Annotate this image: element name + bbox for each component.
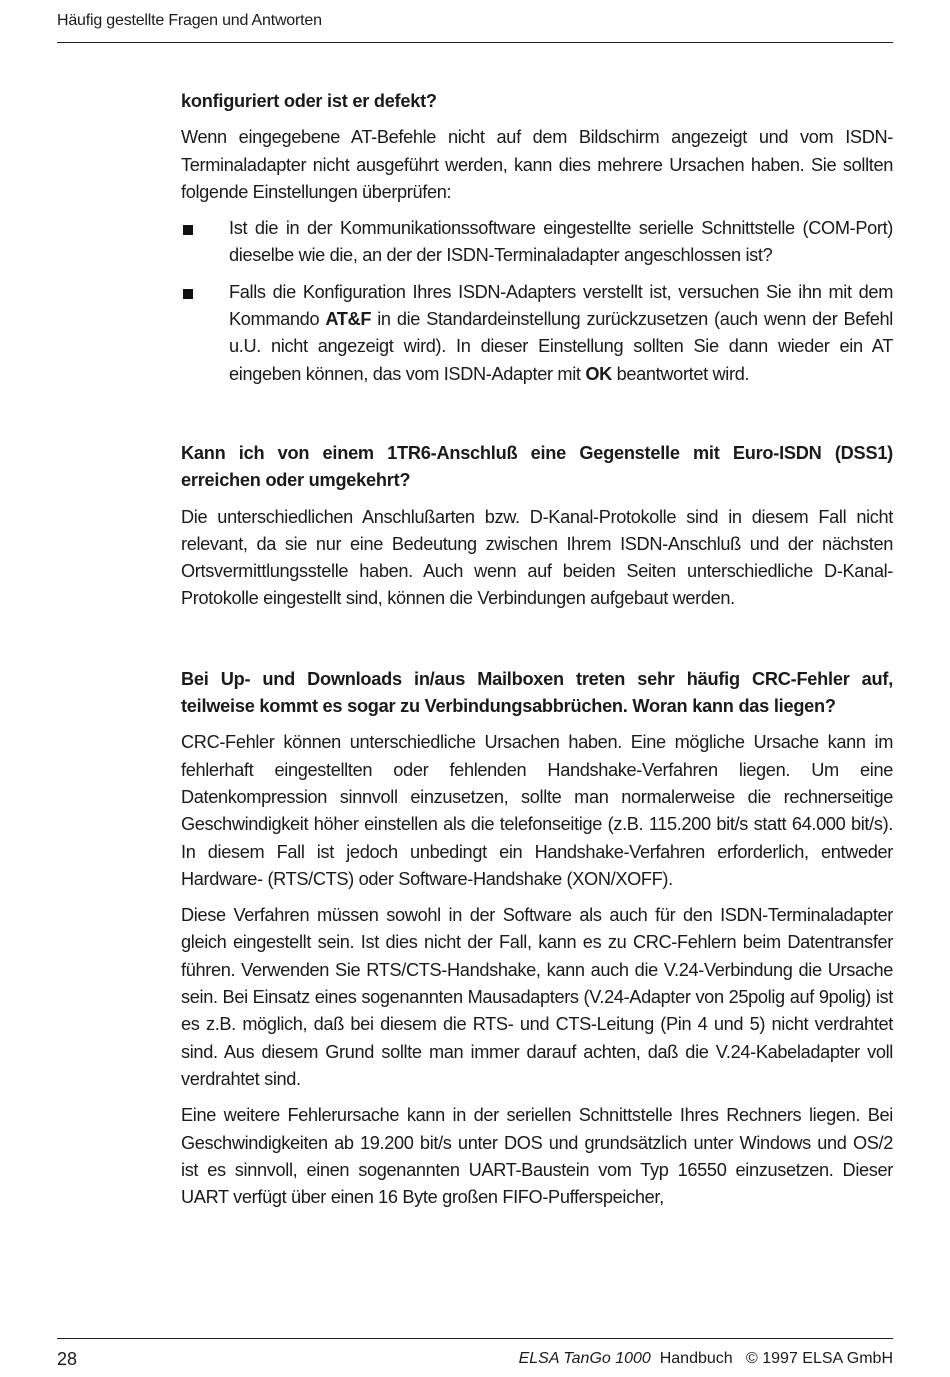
question-heading-1: konfiguriert oder ist er defekt? bbox=[181, 91, 437, 111]
footer-copyright: © 1997 ELSA GmbH bbox=[746, 1350, 893, 1367]
list-item-text-part3: beantwortet wird. bbox=[611, 363, 750, 384]
list-item bbox=[181, 215, 893, 270]
paragraph-intro: Wenn eingegebene AT-Befehle nicht auf dem Bildschirm angezeigt und vom ISDN-Terminaladapter nicht ausgeführt werden, kann dies mehrere Ursachen haben. Sie sollten folgende Einstellungen überprüfen: bbox=[181, 127, 893, 202]
footer-manual: Handbuch bbox=[659, 1350, 733, 1367]
page-content bbox=[181, 88, 893, 1211]
paragraph-crc-3: Eine weitere Fehlerursache kann in der seriellen Schnittstelle Ihres Rechners liegen. Bei Geschwindigkeiten ab 19.200 bit/s unter DOS und grundsätzlich unter Windows und OS/2 ist es sinnvoll, einen sogenannten UART-Baustein vom Typ 16550 einzusetzen. Dieser UART verfügt über einen 16 Byte großen FIFO-Pufferspeicher, bbox=[181, 1105, 893, 1208]
page-number: 28 bbox=[57, 1349, 78, 1369]
list-item bbox=[181, 279, 893, 388]
running-footer bbox=[57, 1338, 893, 1372]
paragraph-crc-1: CRC-Fehler können unterschiedliche Ursachen haben. Eine mögliche Ursache kann im fehlerhaft eingestellten oder fehlenden Handshake-Verfahren liegen. Um eine Datenkompression sinnvoll einzusetzen, sollte man normalerweise die rechnerseitige Geschwindigkeit höher einstellen als die telefonseitige (z.B. 115.200 bit/s statt 64.000 bit/s). In diesem Fall ist jedoch unbedingt ein Handshake-Verfahren erforderlich, entweder Hardware- (RTS/CTS) oder Software-Handshake (XON/XOFF). bbox=[181, 732, 893, 889]
list-item-text: Ist die in der Kommunikationssoftware eingestellte serielle Schnittstelle (COM-Port) dieselbe wie die, an der der ISDN-Terminaladapter angeschlossen ist? bbox=[229, 218, 893, 266]
list-item-text-part2: in die Standardeinstellung zurückzusetzen (auch wenn der Befehl u.U. nicht angezeigt wird). In dieser Einstellung sollten Sie dann wieder ein AT eingeben können, das vom ISDN-Adapter mit bbox=[229, 309, 894, 384]
command-atf: AT&F bbox=[325, 309, 372, 330]
question-heading-2: Kann ich von einem 1TR6-Anschluß eine Gegenstelle mit Euro-ISDN (DSS1) erreichen oder umgekehrt? bbox=[181, 442, 893, 491]
footer-product: ELSA TanGo 1000 bbox=[518, 1350, 651, 1367]
question-heading-3: Bei Up- und Downloads in/aus Mailboxen treten sehr häufig CRC-Fehler auf, teilweise kommt es sogar zu Verbindungsabbrüchen. Woran kann das liegen? bbox=[181, 668, 893, 717]
square-bullet-icon bbox=[183, 225, 193, 235]
paragraph-answer-2: Die unterschiedlichen Anschlußarten bzw. D-Kanal-Protokolle sind in diesem Fall nicht relevant, da sie nur eine Bedeutung zwischen Ihrem ISDN-Anschluß und der nächsten Ortsvermittlungsstelle haben. Auch wenn auf beiden Seiten unterschiedliche D-Kanal-Protokolle eingestellt sind, können die Verbindungen aufgebaut werden. bbox=[181, 506, 893, 609]
paragraph-crc-2: Diese Verfahren müssen sowohl in der Software als auch für den ISDN-Terminaladapter gleich eingestellt sein. Ist dies nicht der Fall, kann es zu CRC-Fehlern beim Datentransfer führen. Verwenden Sie RTS/CTS-Handshake, kann auch die V.24-Verbindung die Ursache sein. Bei Einsatz eines sogenannten Mausadapters (V.24-Adapter von 25polig auf 9polig) ist es z.B. möglich, daß bei diesem die RTS- und CTS-Leitung (Pin 4 und 5) nicht verdrahtet sind. Aus diesem Grund sollte man immer darauf achten, daß die V.24-Kabeladapter voll verdrahtet sind. bbox=[181, 905, 893, 1089]
command-ok: OK bbox=[585, 363, 612, 384]
running-header bbox=[57, 12, 893, 43]
square-bullet-icon bbox=[183, 289, 193, 299]
footer-imprint bbox=[519, 1350, 893, 1368]
list-item-text-part1: Falls die Konfiguration Ihres ISDN-Adapters verstellt ist, versuchen Sie ihn mit dem Kommando bbox=[229, 281, 893, 330]
header-title: Häufig gestellte Fragen und Antworten bbox=[57, 12, 322, 29]
checklist bbox=[181, 215, 893, 388]
